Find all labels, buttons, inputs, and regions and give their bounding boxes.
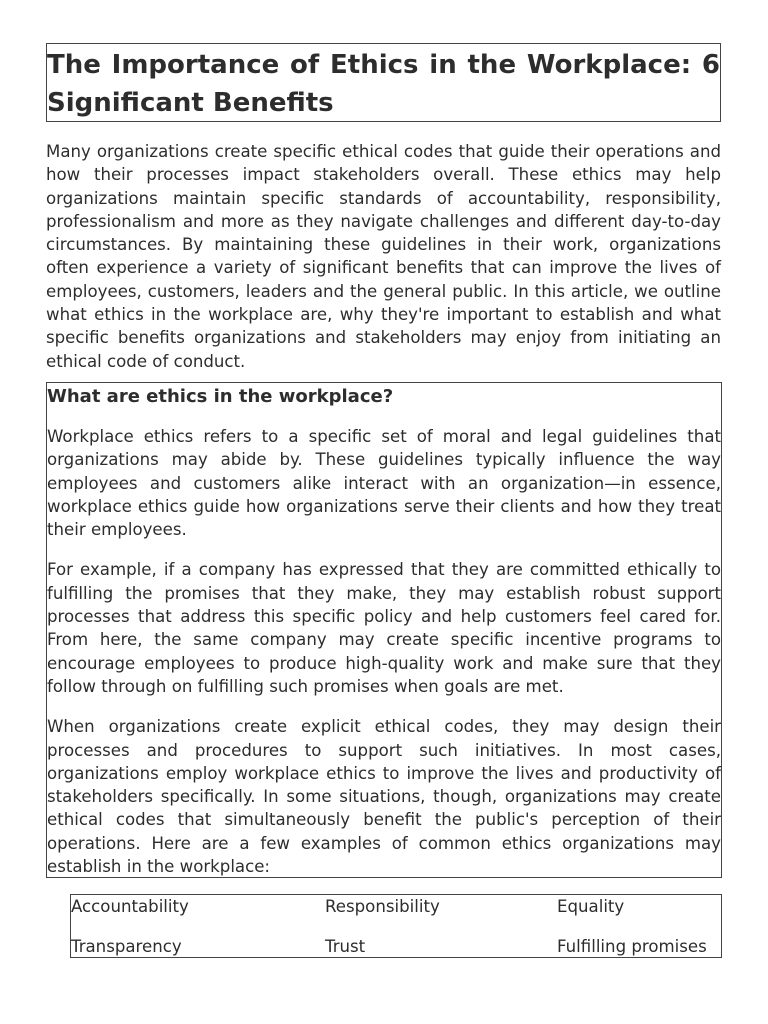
table-row bbox=[71, 895, 721, 919]
table-cell: Transparency bbox=[71, 937, 182, 956]
section-heading: What are ethics in the workplace? bbox=[47, 386, 394, 407]
table-cell: Fulfilling promises bbox=[557, 937, 707, 956]
article-title: The Importance of Ethics in the Workplace: 6 Significant Benefits bbox=[47, 50, 720, 118]
ethics-examples-table bbox=[70, 894, 722, 958]
table-cell: Trust bbox=[325, 937, 366, 956]
table-cell: Accountability bbox=[71, 897, 189, 916]
intro-paragraph: Many organizations create specific ethical codes that guide their operations and how their processes impact stakeholders overall. These ethics may help organizations maintain specific standards of accountability, responsibility, professionalism and more as they navigate challenges and different day-to-day circumstances. By maintaining these guidelines in their work, organizations often experience a variety of significant benefits that can improve the lives of employees, customers, leaders and the general public. In this article, we outline what ethics in the workplace are, why they're important to establish and what specific benefits organizations and stakeholders may enjoy from initiating an ethical code of conduct. bbox=[46, 142, 721, 371]
table-row bbox=[71, 935, 721, 959]
title-box bbox=[46, 43, 721, 122]
section-paragraph-3: When organizations create explicit ethical codes, they may design their processes and procedures to support such initiatives. In most cases, organizations employ workplace ethics to improve the lives and productivity of stakeholders specifically. In some situations, though, organizations may create ethical codes that simultaneously benefit the public's perception of their operations. Here are a few examples of common ethics organizations may establish in the workplace: bbox=[47, 717, 721, 877]
section-paragraph-2: For example, if a company has expressed that they are committed ethically to fulfilling the promises that they make, they may establish robust support processes that address this specific policy and help customers feel cared for. From here, the same company may create specific incentive programs to encourage employees to produce high-quality work and make sure that they follow through on fulfilling such promises when goals are met. bbox=[47, 560, 721, 696]
table-cell: Equality bbox=[557, 897, 625, 916]
section-paragraph-1: Workplace ethics refers to a specific set of moral and legal guidelines that organizations may abide by. These guidelines typically influence the way employees and customers alike interact with an organization—in essence, workplace ethics guide how organizations serve their clients and how they treat their employees. bbox=[47, 427, 721, 540]
section-box bbox=[46, 382, 722, 878]
table-cell: Responsibility bbox=[325, 897, 440, 916]
